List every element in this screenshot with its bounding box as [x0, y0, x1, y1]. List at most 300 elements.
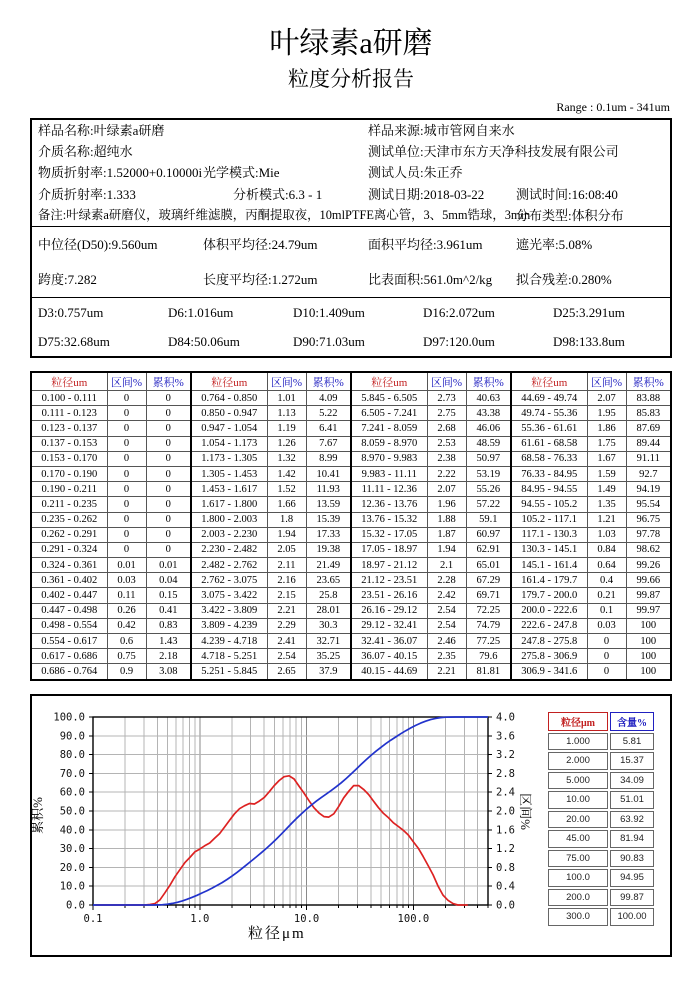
cumulative-pct-cell: 0: [146, 482, 191, 497]
size-range-cell: 0.617 - 0.686: [31, 649, 107, 664]
chart-tick-label: 10.0: [293, 912, 320, 925]
column-header: 粒径um: [511, 372, 587, 391]
info-box-field: 备注:叶绿素a研磨仪，玻璃纤维滤膜，丙酮提取夜，10mlPTFE离心管，3、5mm锆球，3min: [38, 207, 531, 222]
size-range-cell: 1.054 - 1.173: [191, 436, 267, 451]
interval-pct-cell: 2.53: [427, 436, 466, 451]
interval-pct-cell: 1.01: [267, 391, 306, 406]
legend-row: [548, 752, 654, 770]
legend-cell: 34.09: [610, 772, 654, 790]
cumulative-pct-cell: 79.6: [466, 649, 511, 664]
info-box-field: 测试单位:天津市东方天净科技发展有限公司: [368, 144, 619, 160]
cumulative-pct-cell: 57.22: [466, 497, 511, 512]
interval-pct-cell: 2.11: [267, 558, 306, 573]
cumulative-pct-cell: 30.3: [306, 618, 351, 633]
interval-pct-cell: 1.95: [587, 406, 626, 421]
chart-tick-label: 2.8: [496, 767, 515, 780]
interval-pct-cell: 1.19: [267, 421, 306, 436]
size-range-cell: 7.241 - 8.059: [351, 421, 427, 436]
size-range-cell: 1.800 - 2.003: [191, 512, 267, 527]
size-range-cell: 1.617 - 1.800: [191, 497, 267, 512]
cumulative-pct-cell: 37.9: [306, 664, 351, 680]
size-range-cell: 200.0 - 222.6: [511, 603, 587, 618]
summary-box-field: 长度平均径:1.272um: [203, 272, 318, 287]
chart-tick-label: 1.6: [496, 823, 515, 836]
table-row: [31, 466, 671, 481]
chart-tick-label: 3.6: [496, 729, 515, 742]
interval-pct-cell: 2.75: [427, 406, 466, 421]
interval-pct-cell: 0.1: [587, 603, 626, 618]
table-row: [31, 649, 671, 664]
size-range-cell: 0.170 - 0.190: [31, 466, 107, 481]
chart-tick-label: 0.8: [496, 861, 515, 874]
chart-tick-label: 0.0: [66, 899, 85, 912]
interval-pct-cell: 1.42: [267, 466, 306, 481]
column-header: 区间%: [107, 372, 146, 391]
cumulative-pct-cell: 83.88: [626, 391, 671, 406]
size-range-cell: 179.7 - 200.0: [511, 588, 587, 603]
summary-box-field: 跨度:7.282: [38, 272, 97, 287]
cumulative-content-table: [546, 710, 656, 928]
cumulative-pct-cell: 13.59: [306, 497, 351, 512]
size-range-cell: 3.422 - 3.809: [191, 603, 267, 618]
cumulative-pct-cell: 0: [146, 391, 191, 406]
interval-pct-cell: 0: [107, 466, 146, 481]
cumulative-pct-cell: 65.01: [466, 558, 511, 573]
interval-pct-cell: 2.28: [427, 573, 466, 588]
chart-tick-label: 4.0: [496, 711, 515, 724]
report-content: [30, 0, 672, 957]
legend-cell: 1.000: [548, 733, 608, 751]
size-range-cell: 145.1 - 161.4: [511, 558, 587, 573]
cumulative-pct-cell: 94.19: [626, 482, 671, 497]
legend-cell: 100.0: [548, 869, 608, 887]
table-row: [31, 664, 671, 680]
size-range-cell: 76.33 - 84.95: [511, 466, 587, 481]
cumulative-pct-cell: 99.87: [626, 588, 671, 603]
interval-pct-cell: 1.35: [587, 497, 626, 512]
legend-row: [548, 850, 654, 868]
cumulative-pct-cell: 0.15: [146, 588, 191, 603]
cumulative-pct-cell: 19.38: [306, 542, 351, 557]
d-box-field: D3:0.757um: [38, 305, 104, 320]
interval-pct-cell: 1.32: [267, 451, 306, 466]
column-header: 区间%: [427, 372, 466, 391]
legend-column-header: 粒径μm: [548, 712, 608, 731]
particle-size-table: [30, 371, 672, 681]
table-row: [31, 618, 671, 633]
size-range-cell: 247.8 - 275.8: [511, 634, 587, 649]
interval-pct-cell: 0: [587, 664, 626, 680]
cumulative-pct-cell: 99.97: [626, 603, 671, 618]
legend-cell: 5.000: [548, 772, 608, 790]
summary-box-field: 中位径(D50):9.560um: [38, 237, 158, 252]
chart-tick-label: 100.0: [53, 711, 85, 724]
chart-tick-label: 100.0: [397, 912, 430, 925]
column-header: 粒径um: [191, 372, 267, 391]
chart-tick-label: 3.2: [496, 748, 515, 761]
legend-cell: 51.01: [610, 791, 654, 809]
size-range-cell: 55.36 - 61.61: [511, 421, 587, 436]
size-range-cell: 40.15 - 44.69: [351, 664, 427, 680]
size-range-cell: 0.123 - 0.137: [31, 421, 107, 436]
cumulative-pct-cell: 28.01: [306, 603, 351, 618]
cumulative-pct-cell: 11.93: [306, 482, 351, 497]
size-range-cell: 0.686 - 0.764: [31, 664, 107, 680]
interval-pct-cell: 0: [107, 421, 146, 436]
interval-pct-cell: 0.01: [107, 558, 146, 573]
size-range-cell: 6.505 - 7.241: [351, 406, 427, 421]
cumulative-pct-cell: 100: [626, 649, 671, 664]
legend-cell: 94.95: [610, 869, 654, 887]
chart-tick-label: 10.0: [59, 880, 85, 893]
size-range-cell: 12.36 - 13.76: [351, 497, 427, 512]
size-range-cell: 9.983 - 11.11: [351, 466, 427, 481]
x-axis-label: 粒径μm: [248, 925, 306, 942]
size-range-cell: 0.361 - 0.402: [31, 573, 107, 588]
legend-cell: 45.00: [548, 830, 608, 848]
size-range-cell: 1.453 - 1.617: [191, 482, 267, 497]
cumulative-pct-cell: 0: [146, 406, 191, 421]
table-row: [31, 542, 671, 557]
column-header: 粒径um: [31, 372, 107, 391]
size-range-cell: 94.55 - 105.2: [511, 497, 587, 512]
cumulative-pct-cell: 0: [146, 527, 191, 542]
size-range-cell: 2.003 - 2.230: [191, 527, 267, 542]
interval-pct-cell: 2.07: [587, 391, 626, 406]
cumulative-pct-cell: 25.8: [306, 588, 351, 603]
cumulative-pct-cell: 100: [626, 618, 671, 633]
summary-box-field: 体积平均径:24.79um: [203, 237, 318, 252]
cumulative-pct-cell: 2.18: [146, 649, 191, 664]
size-range-cell: 2.762 - 3.075: [191, 573, 267, 588]
column-header: 区间%: [587, 372, 626, 391]
info-box-field: 介质名称:超纯水: [38, 144, 133, 160]
interval-pct-cell: 1.66: [267, 497, 306, 512]
size-range-cell: 306.9 - 341.6: [511, 664, 587, 680]
summary-box-field: 拟合残差:0.280%: [516, 272, 612, 287]
column-header: 累积%: [146, 372, 191, 391]
interval-pct-cell: 0.64: [587, 558, 626, 573]
size-range-cell: 275.8 - 306.9: [511, 649, 587, 664]
interval-pct-cell: 0.9: [107, 664, 146, 680]
interval-pct-cell: 1.96: [427, 497, 466, 512]
legend-cell: 10.00: [548, 791, 608, 809]
y-axis-left-label: 累积%: [29, 796, 45, 834]
interval-pct-cell: 2.41: [267, 634, 306, 649]
legend-cell: 75.00: [548, 850, 608, 868]
summary-box-field: 遮光率:5.08%: [516, 237, 593, 252]
table-row: [31, 497, 671, 512]
chart-tick-label: 50.0: [59, 805, 85, 818]
interval-pct-cell: 1.21: [587, 512, 626, 527]
info-box-field: 测试人员:朱正乔: [368, 165, 463, 181]
cumulative-pct-cell: 0.04: [146, 573, 191, 588]
size-range-cell: 84.95 - 94.55: [511, 482, 587, 497]
table-row: [31, 391, 671, 406]
size-range-cell: 5.251 - 5.845: [191, 664, 267, 680]
cumulative-pct-cell: 92.7: [626, 466, 671, 481]
interval-pct-cell: 0.03: [107, 573, 146, 588]
size-range-cell: 26.16 - 29.12: [351, 603, 427, 618]
interval-pct-cell: 0.75: [107, 649, 146, 664]
info-box-field: 分析模式:6.3 - 1: [233, 186, 323, 202]
size-range-cell: 0.764 - 0.850: [191, 391, 267, 406]
size-range-cell: 13.76 - 15.32: [351, 512, 427, 527]
size-range-cell: 161.4 - 179.7: [511, 573, 587, 588]
interval-pct-cell: 1.59: [587, 466, 626, 481]
interval-pct-cell: 2.73: [427, 391, 466, 406]
cumulative-pct-cell: 8.99: [306, 451, 351, 466]
page-subtitle: 粒度分析报告: [288, 67, 414, 91]
chart-tick-label: 70.0: [59, 767, 85, 780]
cumulative-pct-cell: 81.81: [466, 664, 511, 680]
cumulative-pct-cell: 0: [146, 421, 191, 436]
table-row: [31, 573, 671, 588]
d-box-field: D25:3.291um: [553, 305, 625, 320]
interval-pct-cell: 1.94: [427, 542, 466, 557]
chart-tick-label: 1.2: [496, 842, 515, 855]
table-row: [31, 603, 671, 618]
d-box-field: D75:32.68um: [38, 334, 110, 349]
cumulative-pct-cell: 10.41: [306, 466, 351, 481]
size-range-cell: 61.61 - 68.58: [511, 436, 587, 451]
chart-tick-label: 1.0: [190, 912, 210, 925]
table-row: [31, 512, 671, 527]
chart-tick-label: 60.0: [59, 786, 85, 799]
column-header: 粒径um: [351, 372, 427, 391]
interval-pct-cell: 1.52: [267, 482, 306, 497]
interval-pct-cell: 1.88: [427, 512, 466, 527]
y-axis-right-label: 区间%: [517, 792, 533, 830]
chart-tick-label: 0.0: [496, 899, 515, 912]
chart-tick-label: 80.0: [59, 748, 85, 761]
cumulative-pct-cell: 35.25: [306, 649, 351, 664]
cumulative-pct-cell: 60.97: [466, 527, 511, 542]
distribution-chart-box: [30, 694, 672, 957]
legend-cell: 20.00: [548, 811, 608, 829]
table-row: [31, 558, 671, 573]
cumulative-pct-cell: 99.26: [626, 558, 671, 573]
interval-pct-cell: 2.38: [427, 451, 466, 466]
legend-cell: 200.0: [548, 889, 608, 907]
size-range-cell: 0.211 - 0.235: [31, 497, 107, 512]
chart-tick-label: 20.0: [59, 861, 85, 874]
table-row: [31, 436, 671, 451]
chart-curve: [95, 775, 467, 904]
size-range-cell: 21.12 - 23.51: [351, 573, 427, 588]
cumulative-pct-cell: 46.06: [466, 421, 511, 436]
cumulative-pct-cell: 69.71: [466, 588, 511, 603]
size-range-cell: 0.850 - 0.947: [191, 406, 267, 421]
d-box-field: D97:120.0um: [423, 334, 495, 349]
summary-stats-box: [32, 226, 670, 297]
cumulative-pct-cell: 0: [146, 512, 191, 527]
page-title: 叶绿素a研磨: [269, 27, 433, 60]
interval-pct-cell: 0: [587, 649, 626, 664]
interval-pct-cell: 0.11: [107, 588, 146, 603]
interval-pct-cell: 1.67: [587, 451, 626, 466]
cumulative-pct-cell: 4.09: [306, 391, 351, 406]
size-range-cell: 0.324 - 0.361: [31, 558, 107, 573]
cumulative-pct-cell: 32.71: [306, 634, 351, 649]
size-range-cell: 0.947 - 1.054: [191, 421, 267, 436]
interval-pct-cell: 2.21: [267, 603, 306, 618]
interval-pct-cell: 0.42: [107, 618, 146, 633]
size-range-cell: 17.05 - 18.97: [351, 542, 427, 557]
interval-pct-cell: 2.65: [267, 664, 306, 680]
legend-row: [548, 733, 654, 751]
interval-pct-cell: 0: [107, 497, 146, 512]
cumulative-pct-cell: 89.44: [626, 436, 671, 451]
d-box-field: D10:1.409um: [293, 305, 365, 320]
legend-cell: 81.94: [610, 830, 654, 848]
interval-pct-cell: 1.87: [427, 527, 466, 542]
chart-tick-label: 2.4: [496, 786, 515, 799]
interval-pct-cell: 2.54: [427, 618, 466, 633]
size-range-cell: 36.07 - 40.15: [351, 649, 427, 664]
cumulative-pct-cell: 17.33: [306, 527, 351, 542]
size-range-cell: 0.554 - 0.617: [31, 634, 107, 649]
cumulative-pct-cell: 0: [146, 497, 191, 512]
size-range-cell: 18.97 - 21.12: [351, 558, 427, 573]
table-row: [31, 406, 671, 421]
size-range-cell: 0.262 - 0.291: [31, 527, 107, 542]
column-header: 累积%: [306, 372, 351, 391]
size-range-cell: 3.809 - 4.239: [191, 618, 267, 633]
size-range-cell: 1.173 - 1.305: [191, 451, 267, 466]
interval-pct-cell: 2.15: [267, 588, 306, 603]
table-row: [31, 527, 671, 542]
interval-pct-cell: 1.13: [267, 406, 306, 421]
legend-cell: 100.00: [610, 908, 654, 926]
cumulative-pct-cell: 0.01: [146, 558, 191, 573]
chart-tick-label: 2.0: [496, 805, 515, 818]
info-box-field: 光学模式:Mie: [203, 165, 280, 181]
interval-pct-cell: 1.26: [267, 436, 306, 451]
size-range-cell: 2.482 - 2.762: [191, 558, 267, 573]
interval-pct-cell: 0: [107, 391, 146, 406]
interval-pct-cell: 2.46: [427, 634, 466, 649]
cumulative-pct-cell: 99.66: [626, 573, 671, 588]
interval-pct-cell: 2.35: [427, 649, 466, 664]
legend-row: [548, 889, 654, 907]
cumulative-pct-cell: 43.38: [466, 406, 511, 421]
interval-pct-cell: 2.22: [427, 466, 466, 481]
info-box-field: 样品来源:城市管网自来水: [368, 123, 515, 138]
cumulative-pct-cell: 74.79: [466, 618, 511, 633]
cumulative-pct-cell: 40.63: [466, 391, 511, 406]
interval-pct-cell: 0: [107, 527, 146, 542]
chart-tick-label: 90.0: [59, 729, 85, 742]
interval-pct-cell: 2.16: [267, 573, 306, 588]
table-row: [31, 482, 671, 497]
size-range-cell: 0.402 - 0.447: [31, 588, 107, 603]
legend-cell: 2.000: [548, 752, 608, 770]
info-box-field: 测试日期:2018-03-22: [368, 186, 485, 202]
legend-row: [548, 811, 654, 829]
size-range-cell: 130.3 - 145.1: [511, 542, 587, 557]
legend-row: [548, 791, 654, 809]
size-range-cell: 0.447 - 0.498: [31, 603, 107, 618]
legend-cell: 63.92: [610, 811, 654, 829]
cumulative-pct-cell: 50.97: [466, 451, 511, 466]
cumulative-pct-cell: 77.25: [466, 634, 511, 649]
legend-row: [548, 772, 654, 790]
cumulative-pct-cell: 0: [146, 451, 191, 466]
size-range-cell: 222.6 - 247.8: [511, 618, 587, 633]
size-range-cell: 105.2 - 117.1: [511, 512, 587, 527]
legend-cell: 5.81: [610, 733, 654, 751]
info-box-field: 物质折射率:1.52000+0.10000i: [38, 165, 203, 181]
cumulative-pct-cell: 21.49: [306, 558, 351, 573]
info-box-field: 分布类型:体积分布: [516, 207, 624, 223]
cumulative-pct-cell: 0.83: [146, 618, 191, 633]
cumulative-pct-cell: 100: [626, 664, 671, 680]
size-range-cell: 4.239 - 4.718: [191, 634, 267, 649]
size-range-cell: 8.970 - 9.983: [351, 451, 427, 466]
cumulative-pct-cell: 87.69: [626, 421, 671, 436]
size-range-cell: 5.845 - 6.505: [351, 391, 427, 406]
cumulative-pct-cell: 6.41: [306, 421, 351, 436]
legend-row: [548, 869, 654, 887]
size-range-cell: 49.74 - 55.36: [511, 406, 587, 421]
cumulative-pct-cell: 98.62: [626, 542, 671, 557]
cumulative-pct-cell: 95.54: [626, 497, 671, 512]
cumulative-pct-cell: 23.65: [306, 573, 351, 588]
size-range-cell: 8.059 - 8.970: [351, 436, 427, 451]
cumulative-pct-cell: 100: [626, 634, 671, 649]
summary-box-field: 面积平均径:3.961um: [368, 237, 483, 252]
d-box-field: D98:133.8um: [553, 334, 625, 349]
size-range-cell: 0.111 - 0.123: [31, 406, 107, 421]
size-range-cell: 3.075 - 3.422: [191, 588, 267, 603]
chart-tick-label: 40.0: [59, 823, 85, 836]
size-range-cell: 44.69 - 49.74: [511, 391, 587, 406]
interval-pct-cell: 0: [107, 512, 146, 527]
size-range-cell: 23.51 - 26.16: [351, 588, 427, 603]
interval-pct-cell: 1.75: [587, 436, 626, 451]
legend-cell: 300.0: [548, 908, 608, 926]
cumulative-pct-cell: 97.78: [626, 527, 671, 542]
cumulative-pct-cell: 91.11: [626, 451, 671, 466]
cumulative-pct-cell: 0: [146, 436, 191, 451]
size-range-cell: 0.190 - 0.211: [31, 482, 107, 497]
interval-pct-cell: 0: [587, 634, 626, 649]
chart-tick-label: 0.1: [83, 912, 103, 925]
legend-header-row: [548, 712, 654, 731]
interval-pct-cell: 0: [107, 436, 146, 451]
d-box-field: D90:71.03um: [293, 334, 365, 349]
interval-pct-cell: 2.29: [267, 618, 306, 633]
interval-pct-cell: 1.03: [587, 527, 626, 542]
cumulative-pct-cell: 15.39: [306, 512, 351, 527]
interval-pct-cell: 1.86: [587, 421, 626, 436]
size-range-cell: 0.153 - 0.170: [31, 451, 107, 466]
table-row: [31, 588, 671, 603]
size-range-cell: 15.32 - 17.05: [351, 527, 427, 542]
interval-pct-cell: 1.94: [267, 527, 306, 542]
cumulative-pct-cell: 96.75: [626, 512, 671, 527]
cumulative-pct-cell: 1.43: [146, 634, 191, 649]
size-range-cell: 29.12 - 32.41: [351, 618, 427, 633]
legend-cell: 15.37: [610, 752, 654, 770]
cumulative-pct-cell: 62.91: [466, 542, 511, 557]
d-box-field: D6:1.016um: [168, 305, 234, 320]
interval-pct-cell: 2.68: [427, 421, 466, 436]
interval-pct-cell: 0.84: [587, 542, 626, 557]
interval-pct-cell: 0.4: [587, 573, 626, 588]
range-note: Range : 0.1um - 341um: [556, 100, 670, 114]
